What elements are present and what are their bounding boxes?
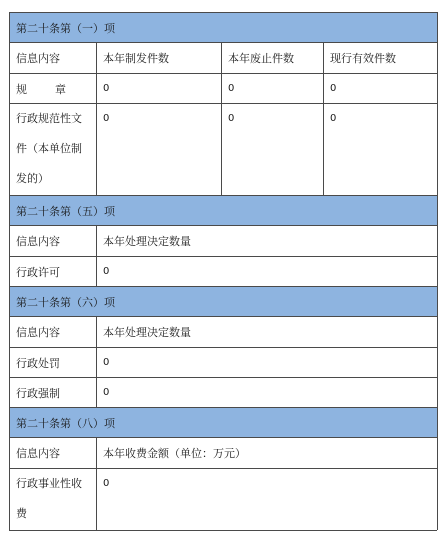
column-header: 本年制发件数 [97, 42, 222, 73]
table-bottom-border [9, 530, 437, 531]
cell-value: 0 [97, 468, 438, 530]
cell-value: 0 [324, 73, 438, 103]
section-title: 第二十条第（五）项 [10, 195, 438, 225]
cell-value: 0 [97, 347, 438, 377]
row-label: 行政许可 [10, 256, 97, 286]
row-label [10, 73, 97, 103]
section-article-20-item-6 [9, 286, 437, 407]
row-label: 行政处罚 [10, 347, 97, 377]
row-label-part: 章 [55, 82, 66, 96]
section-article-20-item-5 [9, 195, 437, 286]
column-header: 本年废止件数 [222, 42, 324, 73]
cell-value: 0 [97, 377, 438, 407]
section-article-20-item-1 [9, 12, 437, 195]
column-header: 信息内容 [10, 225, 97, 256]
column-header: 本年收费金额（单位：万元） [97, 437, 438, 468]
section-title: 第二十条第（八）项 [10, 407, 438, 437]
column-header: 本年处理决定数量 [97, 316, 438, 347]
cell-value: 0 [97, 103, 222, 195]
column-header: 本年处理决定数量 [97, 225, 438, 256]
cell-value: 0 [97, 256, 438, 286]
row-label: 行政规范性文件（本单位制发的） [10, 103, 97, 195]
column-header: 信息内容 [10, 437, 97, 468]
column-header: 信息内容 [10, 42, 97, 73]
cell-value: 0 [324, 103, 438, 195]
cell-value: 0 [222, 73, 324, 103]
row-label: 行政事业性收费 [10, 468, 97, 530]
cell-value: 0 [222, 103, 324, 195]
section-article-20-item-8 [9, 407, 437, 530]
row-label: 行政强制 [10, 377, 97, 407]
row-label-part: 规 [16, 82, 27, 96]
column-header: 现行有效件数 [324, 42, 438, 73]
column-header: 信息内容 [10, 316, 97, 347]
section-title: 第二十条第（六）项 [10, 286, 438, 316]
section-title: 第二十条第（一）项 [10, 12, 438, 42]
disclosure-table [9, 12, 437, 531]
cell-value: 0 [97, 73, 222, 103]
